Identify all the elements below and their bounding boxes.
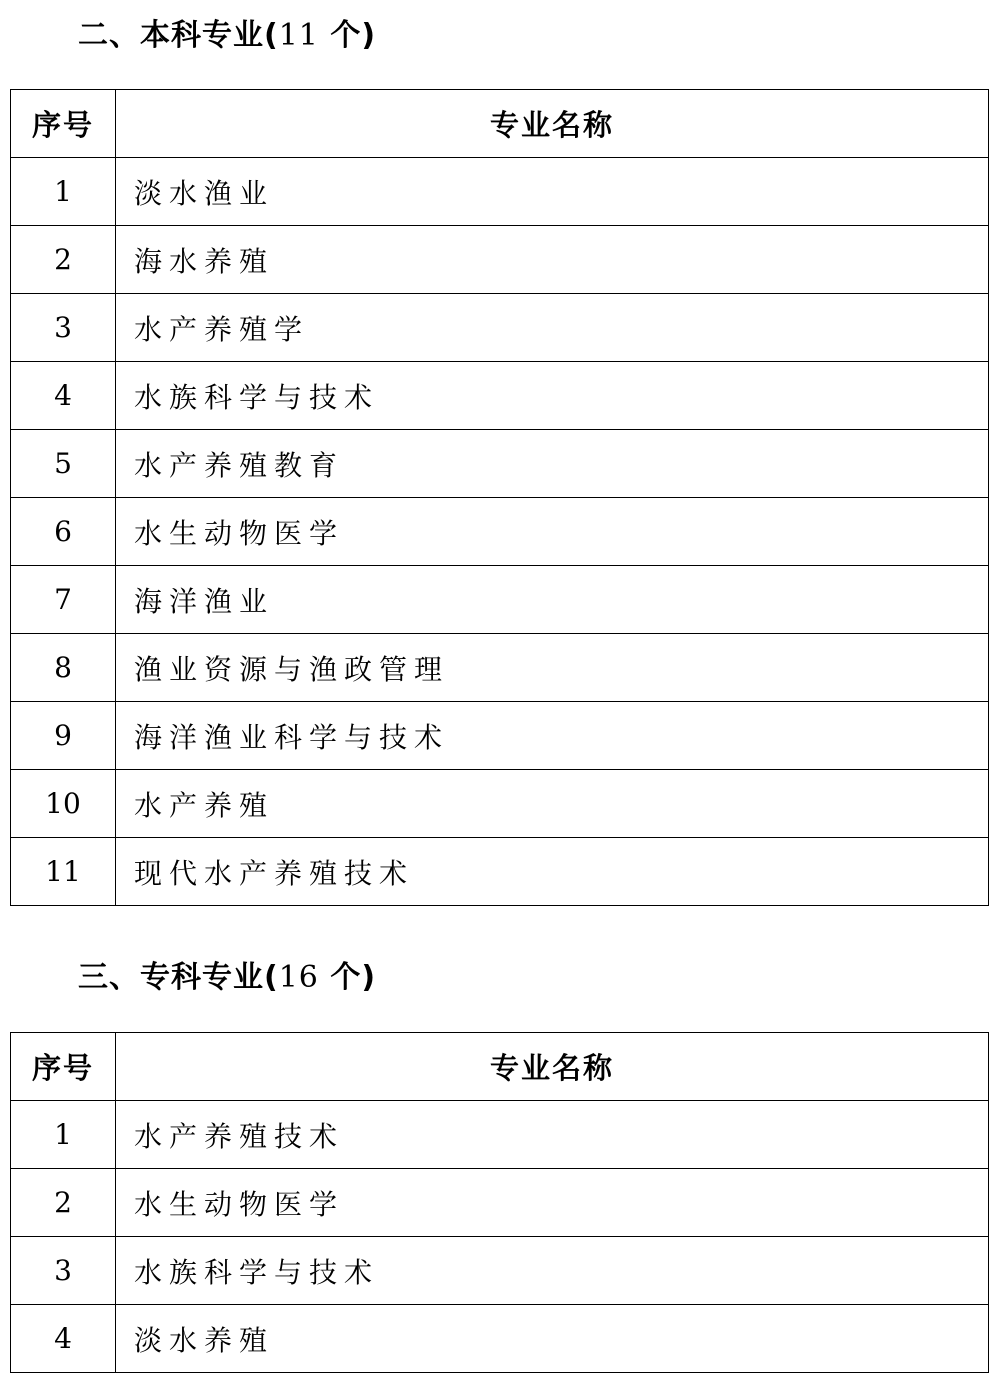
row-index: 5 [11, 430, 116, 498]
row-index: 7 [11, 566, 116, 634]
header-index: 序号 [11, 1033, 116, 1101]
row-name: 海水养殖 [116, 226, 989, 294]
vocational-majors-table [10, 1032, 989, 1373]
section-count: 11 [278, 18, 319, 53]
row-index: 4 [11, 1305, 116, 1373]
section-title-undergraduate [78, 16, 376, 56]
table-row [11, 702, 989, 770]
row-index: 2 [11, 1169, 116, 1237]
section-title-text: 三、专科专业( [78, 960, 279, 995]
section-title-suffix: 个) [318, 18, 377, 53]
undergraduate-majors-table [10, 89, 989, 906]
section-title-text: 二、本科专业( [78, 18, 279, 53]
table-row [11, 838, 989, 906]
table-row [11, 566, 989, 634]
row-index: 1 [11, 158, 116, 226]
row-name: 水产养殖 [116, 770, 989, 838]
row-name: 水生动物医学 [116, 498, 989, 566]
row-index: 6 [11, 498, 116, 566]
table-row [11, 430, 989, 498]
table-row [11, 1169, 989, 1237]
row-index: 3 [11, 294, 116, 362]
row-index: 10 [11, 770, 116, 838]
row-name: 水族科学与技术 [116, 362, 989, 430]
header-name: 专业名称 [116, 1033, 989, 1101]
row-name: 海洋渔业科学与技术 [116, 702, 989, 770]
row-name: 淡水渔业 [116, 158, 989, 226]
section-title-vocational [78, 958, 376, 998]
row-name: 水族科学与技术 [116, 1237, 989, 1305]
row-name: 水产养殖学 [116, 294, 989, 362]
table-row [11, 498, 989, 566]
table-row [11, 362, 989, 430]
row-name: 现代水产养殖技术 [116, 838, 989, 906]
row-index: 8 [11, 634, 116, 702]
table-header-row [11, 1033, 989, 1101]
row-name: 水产养殖技术 [116, 1101, 989, 1169]
section-title-suffix: 个) [318, 960, 377, 995]
row-name: 海洋渔业 [116, 566, 989, 634]
table-row [11, 158, 989, 226]
table-row [11, 770, 989, 838]
table-row [11, 634, 989, 702]
row-index: 2 [11, 226, 116, 294]
table-row [11, 226, 989, 294]
row-index: 3 [11, 1237, 116, 1305]
header-name: 专业名称 [116, 90, 989, 158]
row-index: 9 [11, 702, 116, 770]
row-index: 11 [11, 838, 116, 906]
row-name: 水生动物医学 [116, 1169, 989, 1237]
row-name: 水产养殖教育 [116, 430, 989, 498]
table-row [11, 1305, 989, 1373]
header-index: 序号 [11, 90, 116, 158]
table-row [11, 1237, 989, 1305]
table-row [11, 294, 989, 362]
row-index: 1 [11, 1101, 116, 1169]
table-row [11, 1101, 989, 1169]
section-count: 16 [278, 960, 319, 995]
row-name: 渔业资源与渔政管理 [116, 634, 989, 702]
row-index: 4 [11, 362, 116, 430]
table-header-row [11, 90, 989, 158]
row-name: 淡水养殖 [116, 1305, 989, 1373]
